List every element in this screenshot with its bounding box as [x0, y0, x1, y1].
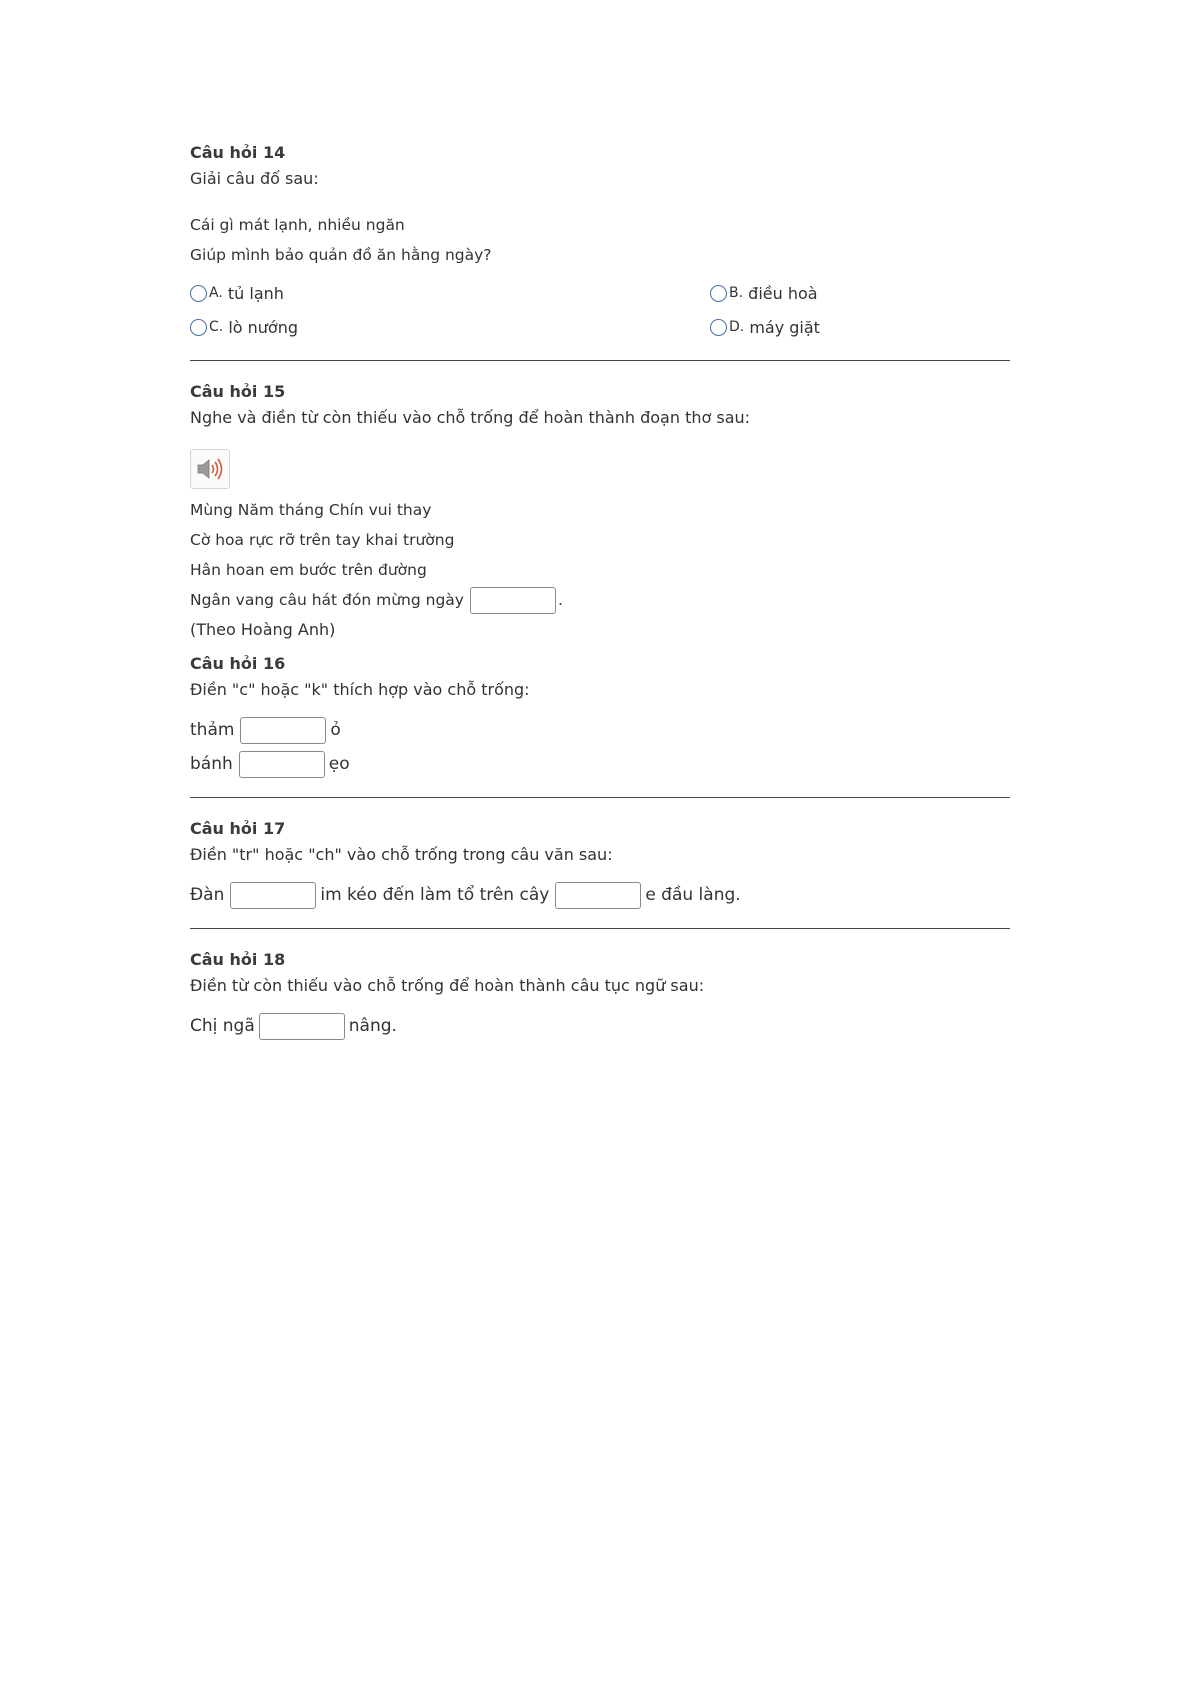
question-prompt: Điền "c" hoặc "k" thích hợp vào chỗ trống:: [190, 680, 530, 699]
fill-item-before: thảm: [190, 720, 235, 740]
quiz-page: [190, 140, 1010, 1043]
radio-button[interactable]: [190, 285, 207, 302]
divider: [190, 360, 1010, 361]
answer-input[interactable]: [259, 1013, 345, 1040]
radio-button[interactable]: [710, 319, 727, 336]
option-letter: A.: [209, 285, 223, 301]
option-letter: D.: [729, 319, 745, 335]
question-17: [190, 816, 1010, 912]
poem-text: [190, 495, 1010, 645]
sentence-part: Đàn: [190, 885, 225, 905]
audio-play-button[interactable]: [190, 449, 230, 489]
answer-input[interactable]: [470, 587, 556, 614]
radio-button[interactable]: [710, 285, 727, 302]
fill-item-before: bánh: [190, 754, 233, 774]
question-15: [190, 379, 1010, 645]
option-a[interactable]: [190, 276, 710, 310]
option-text: tủ lạnh: [227, 283, 284, 303]
sentence-part: e đầu làng.: [645, 885, 741, 905]
poem-line-end: .: [557, 591, 563, 609]
speaker-icon: [195, 456, 225, 482]
answer-input[interactable]: [555, 882, 641, 909]
question-title: Câu hỏi 16: [190, 654, 286, 673]
question-16: [190, 651, 1010, 781]
option-d[interactable]: [710, 310, 1010, 344]
question-title: Câu hỏi 14: [190, 143, 286, 162]
option-letter: C.: [209, 319, 224, 335]
question-title: Câu hỏi 15: [190, 382, 286, 401]
fill-item: [190, 747, 1010, 781]
option-b[interactable]: [710, 276, 1010, 310]
question-14: [190, 140, 1010, 344]
riddle-text: [190, 210, 1010, 270]
riddle-line: Giúp mình bảo quản đồ ăn hằng ngày?: [190, 246, 492, 264]
sentence-part: nâng.: [348, 1016, 397, 1036]
option-c[interactable]: [190, 310, 710, 344]
option-text: máy giặt: [749, 317, 820, 337]
question-title: Câu hỏi 18: [190, 950, 286, 969]
fill-sentence: [190, 1009, 1010, 1043]
riddle-line: Cái gì mát lạnh, nhiều ngăn: [190, 216, 405, 234]
answer-options: [190, 276, 1010, 344]
radio-button[interactable]: [190, 319, 207, 336]
poem-line: Mùng Năm tháng Chín vui thay: [190, 501, 432, 519]
question-title: Câu hỏi 17: [190, 819, 286, 838]
question-prompt: Nghe và điền từ còn thiếu vào chỗ trống để hoàn thành đoạn thơ sau:: [190, 408, 751, 427]
poem-line: Cờ hoa rực rỡ trên tay khai trường: [190, 531, 455, 549]
question-prompt: Giải câu đố sau:: [190, 169, 319, 188]
poem-line-start: Ngân vang câu hát đón mừng ngày: [190, 591, 464, 609]
divider: [190, 797, 1010, 798]
answer-input[interactable]: [240, 717, 326, 744]
divider: [190, 928, 1010, 929]
answer-input[interactable]: [239, 751, 325, 778]
sentence-part: im kéo đến làm tổ trên cây: [320, 885, 550, 905]
poem-line: Hân hoan em bước trên đường: [190, 561, 427, 579]
option-letter: B.: [729, 285, 744, 301]
question-prompt: Điền từ còn thiếu vào chỗ trống để hoàn thành câu tục ngữ sau:: [190, 976, 705, 995]
question-18: [190, 947, 1010, 1043]
fill-item-after: ỏ: [330, 720, 341, 740]
option-text: điều hoà: [748, 283, 818, 303]
option-text: lò nướng: [228, 317, 299, 337]
poem-source: (Theo Hoàng Anh): [190, 620, 336, 639]
fill-item-after: ẹo: [328, 754, 350, 774]
fill-sentence: [190, 878, 1010, 912]
poem-line-with-blank: [190, 585, 1010, 615]
question-prompt: Điền "tr" hoặc "ch" vào chỗ trống trong câu văn sau:: [190, 845, 613, 864]
answer-input[interactable]: [230, 882, 316, 909]
sentence-part: Chị ngã: [190, 1016, 255, 1036]
fill-item: [190, 713, 1010, 747]
